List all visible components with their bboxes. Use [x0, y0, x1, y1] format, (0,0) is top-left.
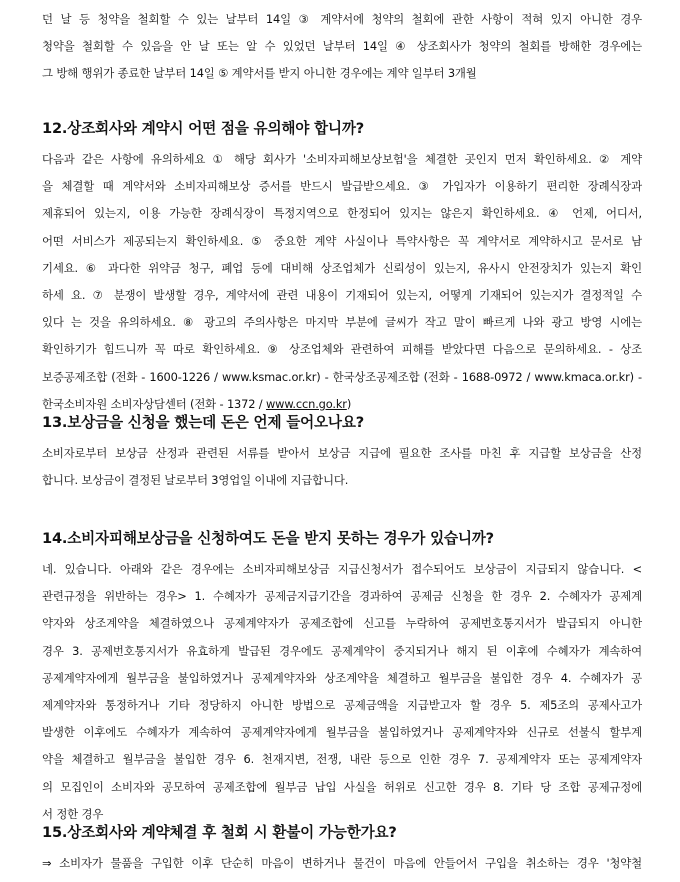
- line-text: 한국소비자원 소비자상담센터 (전화 - 1372 /: [42, 396, 263, 411]
- paragraph-line: 을 체결할 때 계약서와 소비자피해보상 증서를 반드시 발급받으세요. ③ 가입자가 이용하기 편리한 장례식장과: [42, 179, 642, 194]
- paragraph-line: 경우 3. 공제번호통지서가 유효하게 발급된 경우에도 공제계약이 중지되거나 해지 된 이후에 수혜자가 계속하여: [42, 643, 642, 658]
- paragraph-line: 약자와 상조계약을 체결하였으나 공제계약자가 공제조합에 신고를 누락하여 공제번호통지서가 발급되지 아니한: [42, 616, 642, 631]
- section-body-14: [42, 556, 642, 828]
- intro-paragraph: [42, 6, 642, 88]
- paragraph-line: 청약을 철회할 수 있음을 안 날 또는 알 수 있었던 날부터 14일 ④ 상조회사가 청약의 철회를 방해한 경우에는: [42, 39, 642, 54]
- section-body-15: [42, 850, 642, 877]
- paragraph-line: 제휴되어 있는지, 이용 가능한 장례식장이 특정지역으로 한정되어 있지는 않은지 확인하세요. ④ 언제, 어디서,: [42, 206, 642, 221]
- paragraph-line: 하세 요. ⑦ 분쟁이 발생할 경우, 계약서에 관련 내용이 기재되어 있는지, 어떻게 기재되어 있는지가 결정적일 수: [42, 288, 642, 303]
- paragraph-line: 다음과 같은 사항에 유의하세요 ① 해당 회사가 '소비자피해보상보험'을 체결한 곳인지 먼저 확인하세요. ② 계약: [42, 152, 642, 166]
- paragraph-line: 소비자로부터 보상금 산정과 관련된 서류를 받아서 보상금 지급에 필요한 조사를 마친 후 지급할 보상금을 산정: [42, 446, 642, 460]
- section-body-13: [42, 440, 642, 494]
- paragraph-line: 제계약자와 통정하거나 기타 정당하지 아니한 방법으로 공제금액을 지급받고자 할 경우 5. 제5조의 공제사고가: [42, 698, 642, 713]
- section-heading-15: 15.상조회사와 계약체결 후 철회 시 환불이 가능한가요?: [42, 824, 397, 841]
- paragraph-line: 기세요. ⑥ 과다한 위약금 청구, 폐업 등에 대비해 상조업체가 신뢰성이 있는지, 유사시 안전장치가 있는지 확인: [42, 260, 642, 275]
- ccn-link[interactable]: www.ccn.go.kr: [265, 396, 347, 411]
- paragraph-line: 관련규정을 위반하는 경우> 1. 수혜자가 공제금지급기간을 경과하여 공제금 신청을 한 경우 2. 수혜자가 공제계: [42, 589, 642, 604]
- paragraph-line: 약을 체결하고 월부금을 불입한 경우 6. 천재지변, 전쟁, 내란 등으로 인한 경우 7. 공제계약자 또는 공제계약자: [42, 752, 642, 767]
- paragraph-line: 합니다. 보상금이 결정된 날로부터 3영업일 이내에 지급합니다.: [42, 473, 349, 488]
- paragraph-line: 발생한 이후에도 수혜자가 계속하여 공제계약자에게 월부금을 불입하였거나 공제계약자와 신규로 선불식 할부계: [42, 725, 642, 740]
- paragraph-line: 보증공제조합 (전화 - 1600-1226 / www.ksmac.or.kr) - 한국상조공제조합 (전화 - 1688-0972 / www.kmaca.or.kr) -: [42, 369, 642, 384]
- paragraph-line: 그 방해 행위가 종료한 날부터 14일 ⑤ 계약서를 받지 아니한 경우에는 계약 일부터 3개월: [42, 66, 477, 81]
- paragraph-line: 공제계약자에게 월부금을 불입하였거나 공제계약자와 상조계약을 체결하고 월부금을 불입한 경우 4. 수혜자가 공: [42, 670, 642, 685]
- section-heading-12: 12.상조회사와 계약시 어떤 점을 유의해야 합니까?: [42, 120, 364, 137]
- paragraph-line: 서 정한 경우: [42, 806, 104, 821]
- paragraph-line: 확인하기가 힘드니까 꼭 따로 확인하세요. ⑨ 상조업체와 관련하여 피해를 받았다면 다음으로 문의하세요. - 상조: [42, 342, 642, 357]
- paragraph-line: 던 날 등 청약을 철회할 수 있는 날부터 14일 ③ 계약서에 청약의 철회에 관한 사항이 적혀 있지 아니한 경우: [42, 12, 642, 26]
- paragraph-line: 어떤 서비스가 제공되는지 확인하세요. ⑤ 중요한 계약 사실이나 특약사항은 꼭 계약서로 계약하시고 문서로 남: [42, 233, 642, 248]
- paragraph-line: ⇒ 소비자가 물품을 구입한 이후 단순히 마음이 변하거나 물건이 마음에 안들어서 구입을 취소하는 경우 '청약철: [42, 856, 642, 870]
- paragraph-line: 의 모집인이 소비자와 공모하여 공제조합에 월부금 납입 사실을 허위로 신고한 경우 8. 기타 당 조합 공제규정에: [42, 779, 642, 794]
- section-heading-14: 14.소비자피해보상금을 신청하여도 돈을 받지 못하는 경우가 있습니까?: [42, 530, 494, 547]
- paragraph-line: 네. 있습니다. 아래와 같은 경우에는 소비자피해보상금 지급신청서가 접수되어도 보상금이 지급되지 않습니다. <: [42, 562, 642, 576]
- section-body-12: [42, 146, 642, 418]
- line-text: ): [346, 396, 352, 411]
- section-heading-13: 13.보상금을 신청을 했는데 돈은 언제 들어오나요?: [42, 414, 364, 431]
- paragraph-line: 있다 는 것을 유의하세요. ⑧ 광고의 주의사항은 마지막 부분에 글씨가 작고 말이 빠르게 나와 광고 방영 시에는: [42, 315, 642, 330]
